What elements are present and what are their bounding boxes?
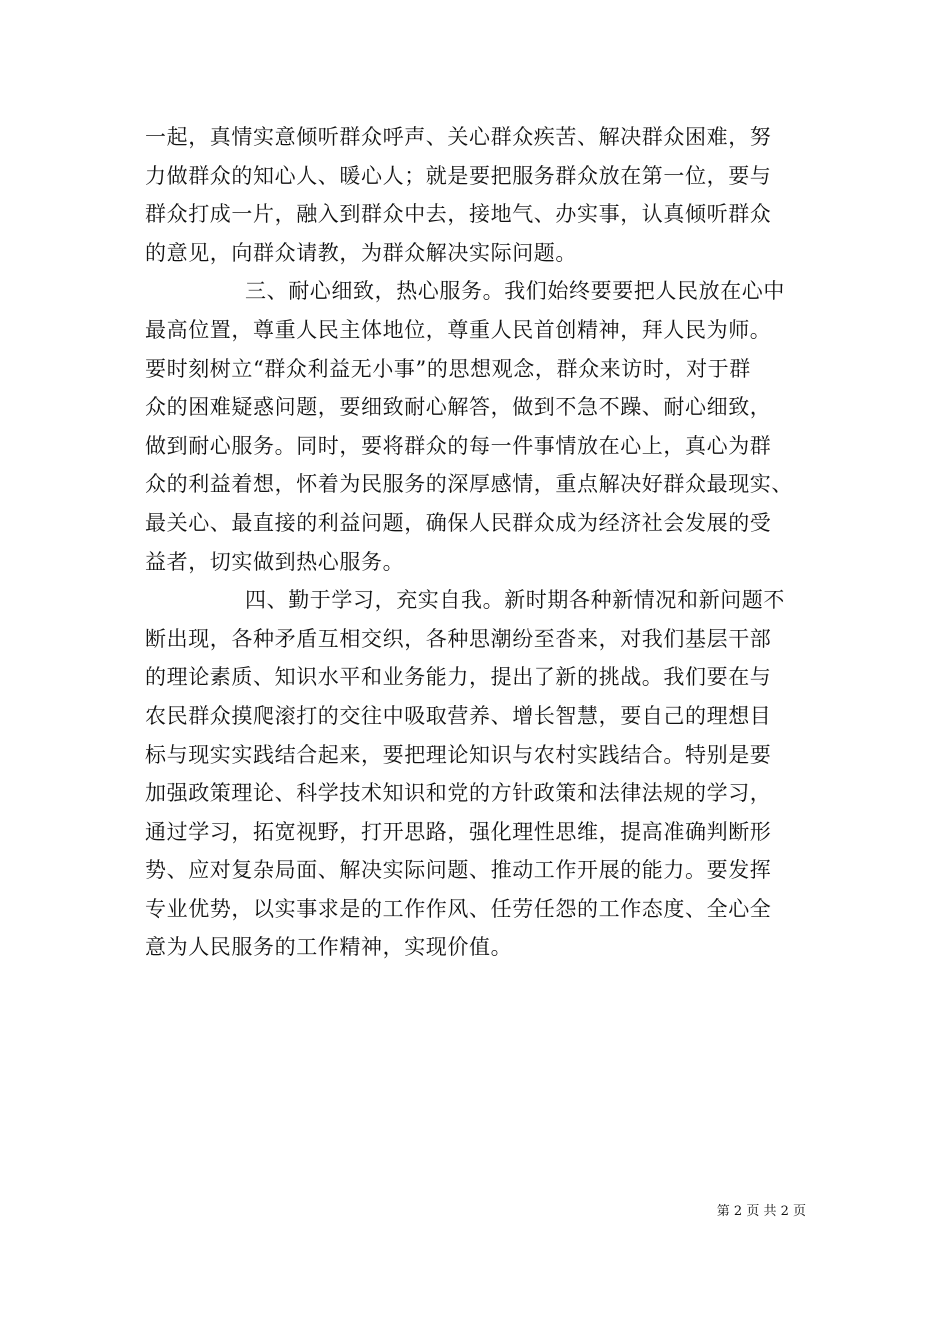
- text-line: 最关心、最直接的利益问题，确保人民群众成为经济社会发展的受: [145, 510, 772, 535]
- page-number-footer: 第 2 页 共 2 页: [716, 1204, 806, 1219]
- text-line: 众的困难疑惑问题，要细致耐心解答，做到不急不躁、耐心细致，: [145, 395, 772, 420]
- text-line: 众的利益着想，怀着为民服务的深厚感情，重点解决好群众最现实、: [145, 472, 793, 497]
- text-line: 群众打成一片，融入到群众中去，接地气、办实事，认真倾听群众: [145, 202, 772, 227]
- text-line: 加强政策理论、科学技术知识和党的方针政策和法律法规的学习，: [145, 781, 772, 806]
- text-line: 标与现实实践结合起来，要把理论知识与农村实践结合。特别是要: [145, 742, 772, 767]
- text-line: 意为人民服务的工作精神，实现价值。: [145, 935, 513, 960]
- text-line: 通过学习，拓宽视野，打开思路，强化理性思维，提高准确判断形: [145, 819, 772, 844]
- text-line: 的意见，向群众请教，为群众解决实际问题。: [145, 240, 577, 265]
- text-line: 农民群众摸爬滚打的交往中吸取营养、增长智慧，要自己的理想目: [145, 703, 772, 728]
- text-line: 专业优势，以实事求是的工作作风、任劳任怨的工作态度、全心全: [145, 896, 772, 921]
- text-line: 一起，真情实意倾听群众呼声、关心群众疾苦、解决群众困难，努: [145, 125, 772, 149]
- section-heading-line: 四、勤于学习，充实自我。新时期各种新情况和新问题不: [245, 588, 785, 613]
- text-line: 最高位置，尊重人民主体地位，尊重人民首创精神，拜人民为师。: [145, 317, 772, 342]
- section-heading-line: 三、耐心细致，热心服务。我们始终要要把人民放在心中: [245, 279, 785, 304]
- text-line: 力做群众的知心人、暖心人；就是要把服务群众放在第一位，要与: [145, 163, 772, 188]
- text-line: 的理论素质、知识水平和业务能力，提出了新的挑战。我们要在与: [145, 665, 772, 690]
- text-line: 做到耐心服务。同时，要将群众的每一件事情放在心上，真心为群: [145, 433, 772, 458]
- text-line: 益者，切实做到热心服务。: [145, 549, 405, 574]
- text-line: 势、应对复杂局面、解决实际问题、推动工作开展的能力。要发挥: [145, 858, 772, 883]
- text-line: 断出现，各种矛盾互相交织，各种思潮纷至沓来，对我们基层干部: [145, 626, 772, 651]
- body-text: [145, 118, 810, 967]
- text-line: 要时刻树立“群众利益无小事”的思想观念，群众来访时，对于群: [145, 356, 751, 381]
